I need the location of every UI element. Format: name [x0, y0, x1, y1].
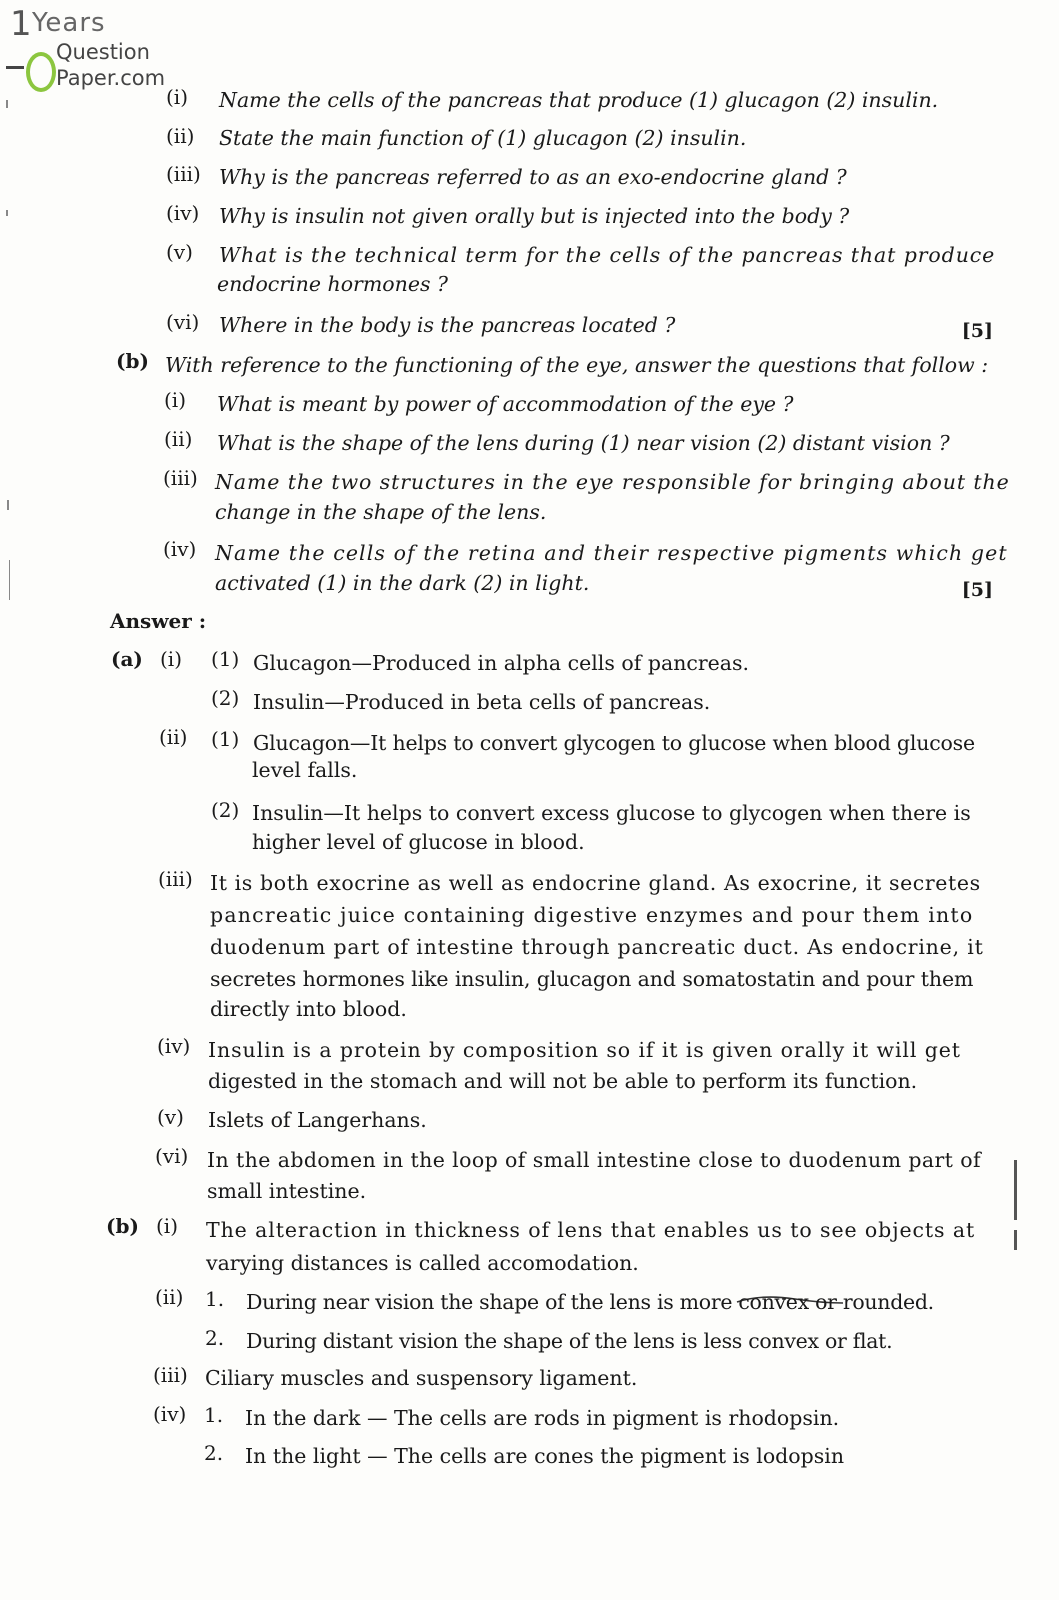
answer-b-label: (b): [106, 1214, 139, 1238]
answer-b-i-text-line2: varying distances is called accomodation.: [206, 1251, 639, 1275]
answer-b-i-number: (i): [156, 1214, 179, 1238]
question-b-i-number: (i): [164, 388, 187, 412]
answer-a-vi-text-line2: small intestine.: [207, 1179, 367, 1203]
answer-a-label: (a): [111, 647, 143, 671]
answer-b-ii-2-text: During distant vision the shape of the lens is less convex or flat.: [246, 1329, 893, 1353]
question-a-vi-number: (vi): [166, 310, 200, 334]
logo-paper: Paper.com: [56, 66, 166, 90]
answer-a-iii-text-line4: secretes hormones like insulin, glucagon and somatostatin and pour them: [210, 967, 974, 991]
answer-b-ii-2-number: 2.: [205, 1326, 225, 1350]
question-a-iv-text: Why is insulin not given orally but is injected into the body ?: [219, 204, 850, 228]
answer-a-ii-1-number: (1): [211, 727, 240, 751]
question-a-ii-text: State the main function of (1) glucagon (2) insulin.: [219, 126, 747, 150]
question-b-ii-number: (ii): [164, 427, 193, 451]
question-b-iii-text-line1: Name the two structures in the eye responsible for bringing about the: [215, 470, 1010, 494]
answer-a-vi-text-line1: In the abdomen in the loop of small intestine close to duodenum part of: [207, 1148, 981, 1172]
answer-a-iv-text-line1: Insulin is a protein by composition so if it is given orally it will get: [208, 1038, 961, 1062]
question-b-i-text: What is meant by power of accommodation of the eye ?: [217, 392, 794, 416]
answer-b-iv-1-text: In the dark — The cells are rods in pigment is rhodopsin.: [245, 1406, 840, 1430]
question-b-iii-number: (iii): [163, 466, 198, 490]
site-logo: [6, 4, 166, 88]
answer-a-ii-2-number: (2): [211, 798, 240, 822]
question-a-iii-number: (iii): [166, 162, 201, 186]
question-b-iv-text-line2: activated (1) in the dark (2) in light.: [215, 571, 590, 595]
answer-b-iv-2-text: In the light — The cells are cones the pigment is lodopsin: [245, 1444, 845, 1468]
question-a-vi-text: Where in the body is the pancreas located ?: [219, 313, 676, 337]
question-a-v-text-line1: What is the technical term for the cells of the pancreas that produce: [219, 243, 996, 267]
part-b-label: (b): [116, 349, 149, 373]
scan-speck: [1014, 1160, 1017, 1220]
marks-a: [5]: [961, 320, 993, 342]
question-a-i-text: Name the cells of the pancreas that produce (1) glucagon (2) insulin.: [219, 88, 939, 112]
answer-heading: Answer :: [110, 609, 207, 633]
scan-speck: [6, 210, 8, 216]
question-a-v-number: (v): [166, 240, 193, 264]
scan-speck: [1014, 1230, 1017, 1250]
question-a-iv-number: (iv): [166, 201, 200, 225]
answer-a-iii-number: (iii): [158, 867, 193, 891]
answer-b-iii-number: (iii): [153, 1363, 188, 1387]
answer-b-ii-1-text: During near vision the shape of the lens is more convex or rounded.: [246, 1290, 934, 1314]
scan-speck: [9, 560, 10, 600]
answer-a-iii-text-line1: It is both exocrine as well as endocrine gland. As exocrine, it secretes: [210, 871, 981, 895]
answer-b-i-text-line1: The alteraction in thickness of lens that enables us to see objects at: [206, 1218, 976, 1242]
question-a-i-number: (i): [166, 85, 189, 109]
question-a-v-text-line2: endocrine hormones ?: [217, 272, 448, 296]
answer-a-i-2-number: (2): [211, 686, 240, 710]
answer-a-ii-1-text-line1: Glucagon—It helps to convert glycogen to glucose when blood glucose: [253, 731, 975, 755]
answer-a-iii-text-line2: pancreatic juice containing digestive enzymes and pour them into: [210, 903, 974, 927]
answer-b-iv-2-number: 2.: [204, 1441, 224, 1465]
logo-question: Question: [56, 40, 150, 64]
answer-a-i-2-text: Insulin—Produced in beta cells of pancreas.: [253, 690, 711, 714]
question-b-iv-number: (iv): [163, 537, 197, 561]
answer-a-i-1-number: (1): [211, 647, 240, 671]
answer-b-iv-number: (iv): [153, 1402, 187, 1426]
scan-speck: [7, 500, 9, 510]
question-a-iii-text: Why is the pancreas referred to as an exo-endocrine gland ?: [219, 165, 847, 189]
question-b-ii-text: What is the shape of the lens during (1) near vision (2) distant vision ?: [217, 431, 950, 455]
answer-a-ii-2-text-line2: higher level of glucose in blood.: [252, 830, 585, 854]
logo-digit: 1: [10, 4, 32, 44]
marks-b: [5]: [961, 579, 993, 601]
answer-a-iii-text-line5: directly into blood.: [210, 997, 407, 1021]
question-a-ii-number: (ii): [166, 124, 195, 148]
answer-b-iii-text: Ciliary muscles and suspensory ligament.: [205, 1366, 638, 1390]
answer-a-vi-number: (vi): [155, 1144, 189, 1168]
question-b-iii-text-line2: change in the shape of the lens.: [215, 500, 547, 524]
part-b-intro: With reference to the functioning of the eye, answer the questions that follow :: [165, 353, 989, 377]
answer-a-ii-1-text-line2: level falls.: [252, 758, 358, 782]
answer-a-ii-2-text-line1: Insulin—It helps to convert excess glucose to glycogen when there is: [252, 801, 971, 825]
answer-a-i-1-text: Glucagon—Produced in alpha cells of pancreas.: [253, 651, 750, 675]
logo-dash: [6, 66, 24, 69]
answer-b-iv-1-number: 1.: [204, 1403, 224, 1427]
scan-speck: [6, 100, 8, 108]
answer-b-ii-1-number: 1.: [205, 1287, 225, 1311]
answer-a-iv-text-line2: digested in the stomach and will not be able to perform its function.: [208, 1069, 918, 1093]
answer-a-v-text: Islets of Langerhans.: [208, 1108, 427, 1132]
question-b-iv-text-line1: Name the cells of the retina and their respective pigments which get: [215, 541, 1008, 565]
answer-a-ii-number: (ii): [159, 725, 188, 749]
logo-years: Years: [32, 8, 106, 38]
answer-a-iii-text-line3: duodenum part of intestine through pancreatic duct. As endocrine, it: [210, 935, 984, 959]
answer-a-v-number: (v): [157, 1105, 184, 1129]
answer-a-i-number: (i): [160, 647, 183, 671]
logo-zero-ring: [26, 52, 56, 92]
answer-b-ii-number: (ii): [155, 1285, 184, 1309]
answer-a-iv-number: (iv): [157, 1034, 191, 1058]
